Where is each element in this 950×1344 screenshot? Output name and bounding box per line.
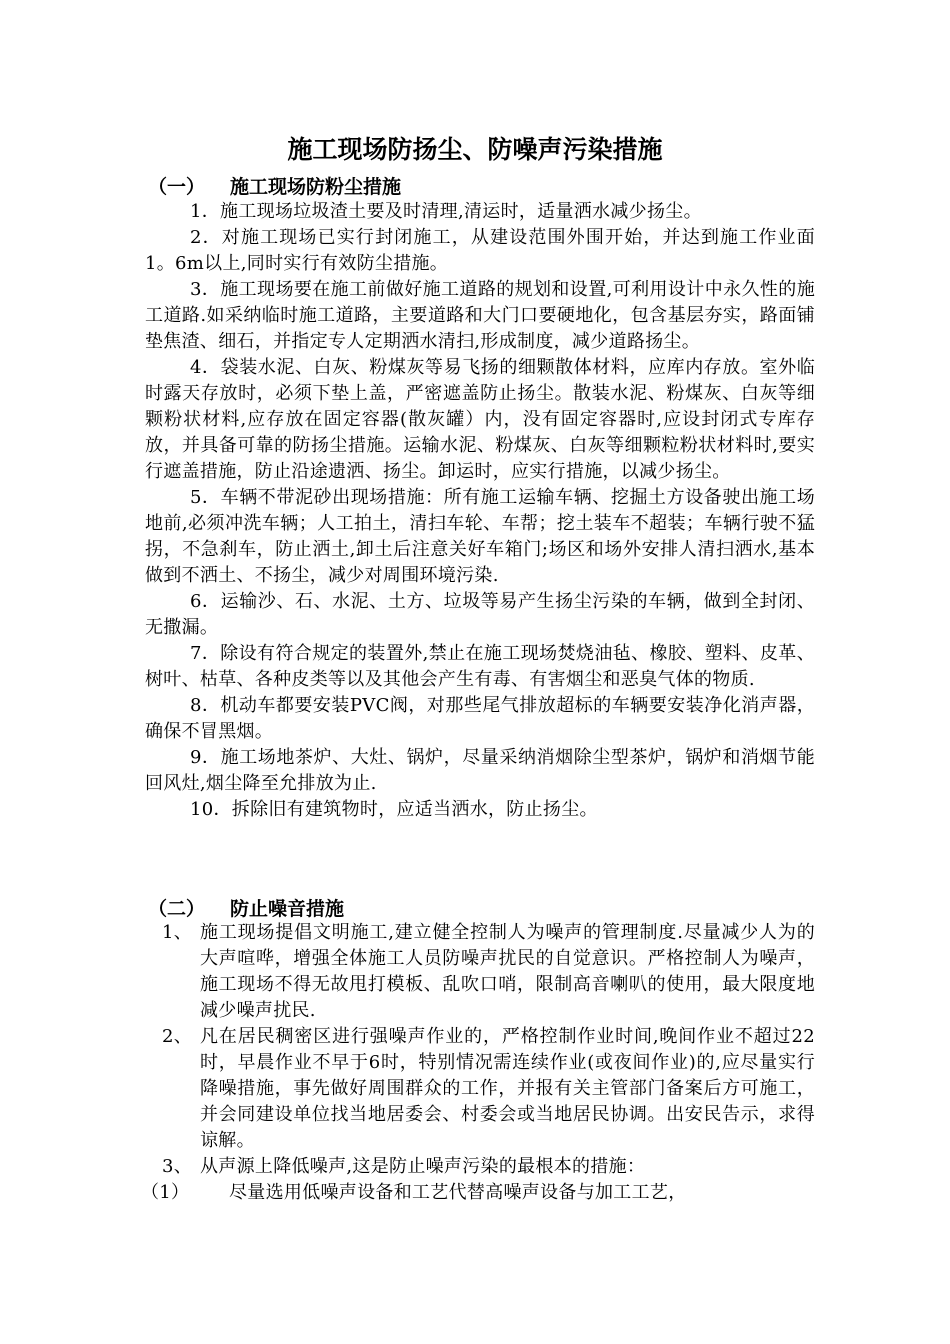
sub-list-item: [141, 1180, 815, 1206]
paragraph: 7．除设有符合规定的装置外,禁止在施工现场焚烧油毡、橡胶、塑料、皮革、树叶、枯草、各种皮类等以及其他会产生有毒、有害烟尘和恶臭气体的物质.: [145, 643, 815, 690]
section-heading-noise: [148, 896, 344, 922]
item-text: 凡在居民稠密区进行强噪声作业的，严格控制作业时间,晚间作业不超过22时，早晨作业不早于6时，特别情况需连续作业(或夜间作业)的,应尽量实行降噪措施，事先做好周围群众的工作，并报有关主管部门备案后方可施工，并会同建设单位找当地居委会、村委会或当地居民协调。出安民告示，求得谅解。: [200, 1026, 815, 1151]
item-text: 施工现场提倡文明施工,建立健全控制人为噪声的管理制度.尽量减少人为的大声喧哗，增强全体施工人员防噪声扰民的自觉意识。严格控制人为噪声，施工现场不得无故甩打模板、乱吹口哨，限制高音喇叭的使用，最大限度地减少噪声扰民.: [200, 922, 815, 1021]
section-heading-dust: [148, 174, 401, 200]
paragraph: 5．车辆不带泥砂出现场措施：所有施工运输车辆、挖掘土方设备驶出施工场地前,必须冲洗车辆；人工拍土，清扫车轮、车帮；挖土装车不超装；车辆行驶不猛拐，不急刹车，防止洒土,卸土后注意关好车箱门;场区和场外安排人清扫洒水,基本做到不洒土、不扬尘，减少对周围环境污染.: [145, 487, 815, 586]
item-number: 1、: [162, 922, 193, 943]
section-title: 防止噪音措施: [230, 898, 345, 920]
paragraph: 3．施工现场要在施工前做好施工道路的规划和设置,可利用设计中永久性的施工道路.如采纳临时施工道路，主要道路和大门口要硬地化，包含基层夯实，路面铺垫焦渣、细石，并指定专人定期洒水清扫,形成制度，减少道路扬尘。: [145, 279, 815, 352]
item-text: 尽量选用低噪声设备和工艺代替高噪声设备与加工工艺，: [229, 1182, 687, 1203]
paragraph: 2．对施工现场已实行封闭施工，从建设范围外围开始，并达到施工作业面1。6m以上,同时实行有效防尘措施。: [145, 227, 815, 274]
section-title: 施工现场防粉尘措施: [230, 176, 402, 198]
noise-measures-list: [141, 920, 815, 1206]
paragraph: 1．施工现场垃圾渣土要及时清理,清运时，适量洒水减少扬尘。: [190, 201, 702, 222]
item-text: 从声源上降低噪声,这是防止噪声污染的最根本的措施：: [200, 1156, 646, 1177]
item-number: （1）: [141, 1182, 190, 1203]
item-number: 2、: [162, 1026, 193, 1047]
list-item: [145, 1024, 815, 1154]
item-number: 3、: [162, 1156, 193, 1177]
paragraph: 10．拆除旧有建筑物时，应适当洒水，防止扬尘。: [190, 799, 598, 820]
list-item: [145, 1154, 815, 1180]
section-number: （一）: [148, 176, 206, 198]
section-number: （二）: [148, 898, 206, 920]
paragraph: 4．袋装水泥、白灰、粉煤灰等易飞扬的细颗散体材料，应库内存放。室外临时露天存放时，必须下垫上盖，严密遮盖防止扬尘。散装水泥、粉煤灰、白灰等细颗粉状材料,应存放在固定容器(散灰罐）内，没有固定容器时,应设封闭式专库存放，并具备可靠的防扬尘措施。运输水泥、粉煤灰、白灰等细颗粒粉状材料时,要实行遮盖措施，防止沿途遗洒、扬尘。卸运时，应实行措施，以减少扬尘。: [145, 357, 815, 482]
list-item: [145, 920, 815, 1024]
paragraph: 9．施工场地茶炉、大灶、锅炉，尽量采纳消烟除尘型茶炉，锅炉和消烟节能回风灶,烟尘降至允排放为止.: [145, 747, 815, 794]
document-title: 施工现场防扬尘、防噪声污染措施: [287, 135, 663, 164]
paragraph: 8．机动车都要安装PVC阀，对那些尾气排放超标的车辆要安装净化消声器，确保不冒黑烟。: [145, 695, 815, 742]
paragraph: 6．运输沙、石、水泥、土方、垃圾等易产生扬尘污染的车辆，做到全封闭、无撒漏。: [145, 591, 815, 638]
dust-measures-list: [145, 199, 815, 823]
